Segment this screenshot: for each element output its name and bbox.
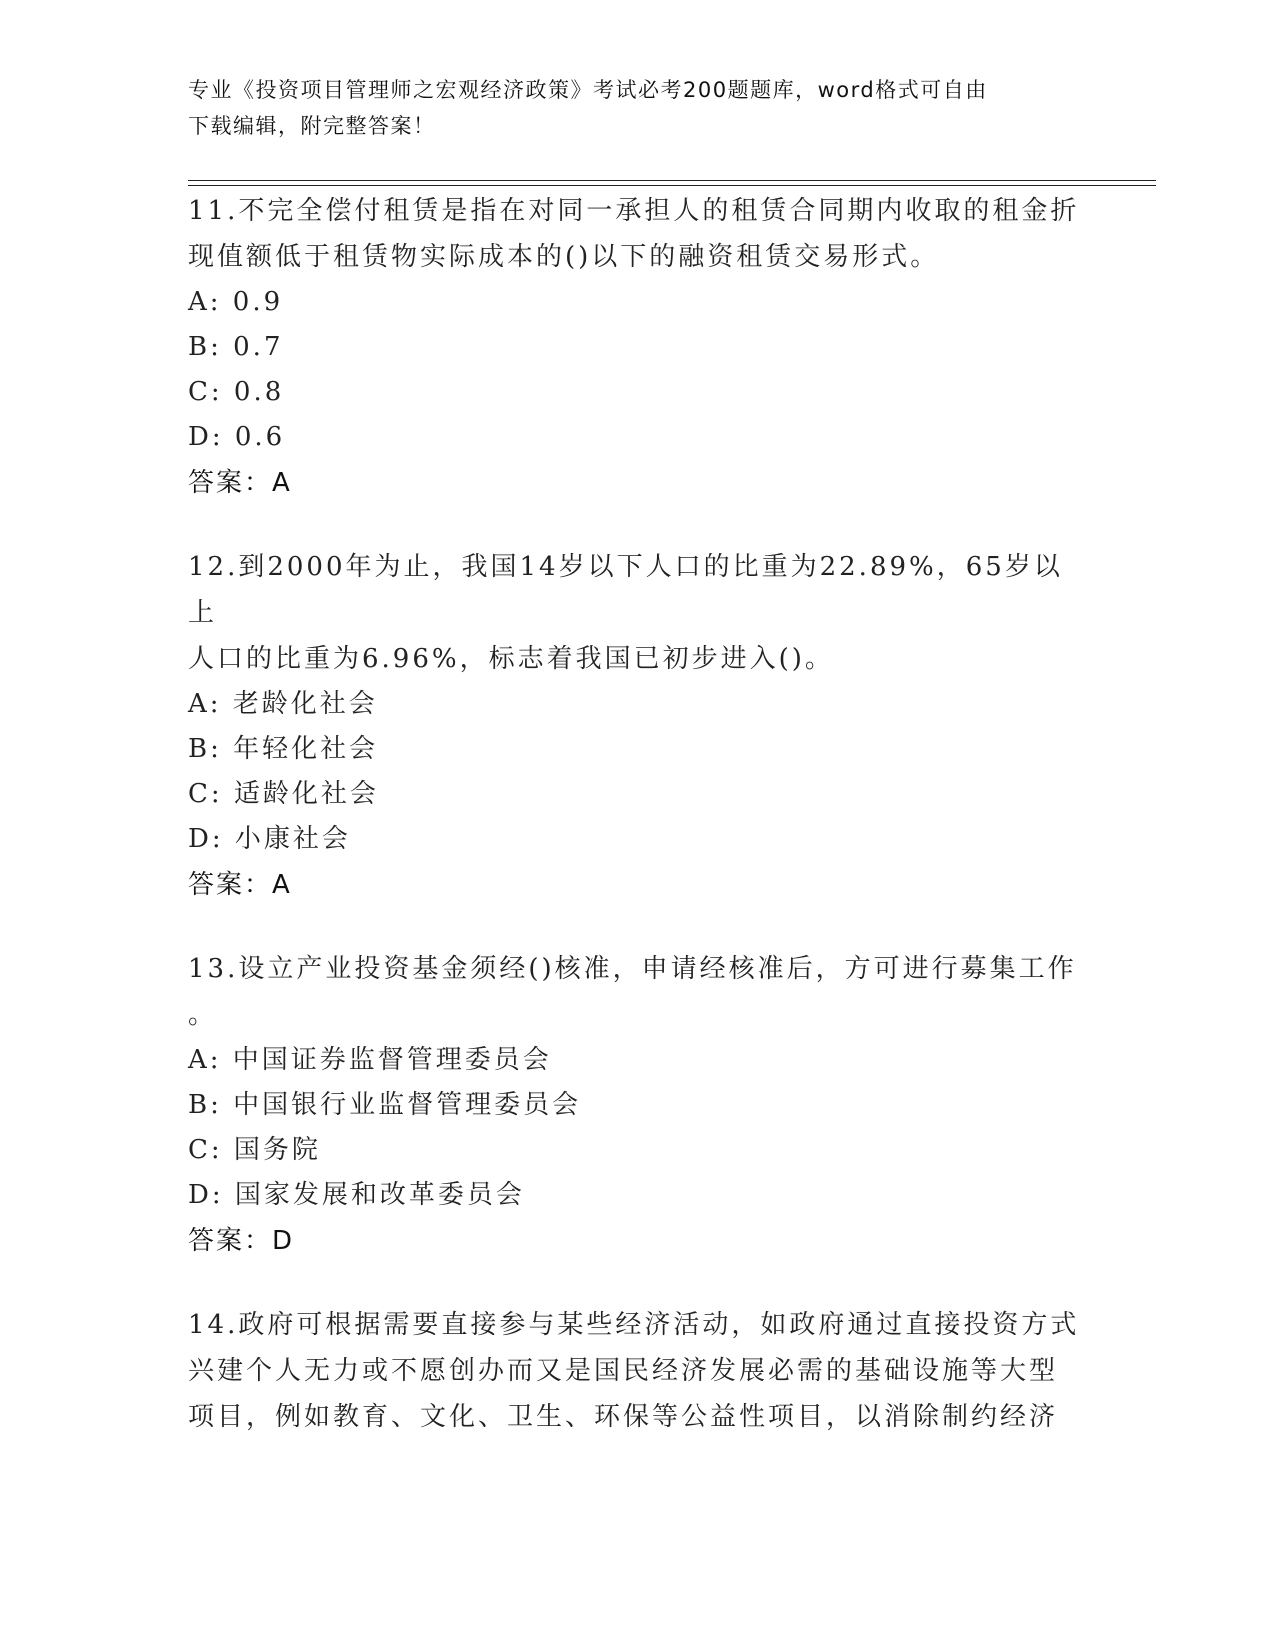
question-stem-line: 人口的比重为6.96%，标志着我国已初步进入()。 — [188, 644, 834, 674]
option-b: B: 0.7 — [188, 332, 284, 362]
header-line-1: 专业《投资项目管理师之宏观经济政策》考试必考200题题库，word格式可自由 — [188, 78, 988, 102]
header-divider-bottom — [188, 185, 1156, 186]
option-d: D: 小康社会 — [188, 824, 351, 854]
answer-line: 答案：D — [188, 1226, 295, 1256]
question-stem-line: 项目，例如教育、文化、卫生、环保等公益性项目，以消除制约经济 — [188, 1402, 1059, 1432]
header-divider-top — [188, 180, 1156, 181]
question-stem-line: 11.不完全偿付租赁是指在对同一承担人的租赁合同期内收取的租金折 — [188, 196, 1080, 226]
question-stem-line: 12.到2000年为止，我国14岁以下人口的比重为22.89%，65岁以上 — [188, 552, 1063, 628]
question-stem-line: 。 — [188, 1000, 218, 1030]
option-a: A: 中国证券监督管理委员会 — [188, 1045, 552, 1075]
question-stem-line: 兴建个人无力或不愿创办而又是国民经济发展必需的基础设施等大型 — [188, 1356, 1059, 1386]
question-14 — [188, 1302, 1088, 1440]
header-line-2: 下载编辑，附完整答案！ — [188, 114, 436, 138]
question-11 — [188, 188, 1088, 506]
option-c: C: 0.8 — [188, 377, 285, 407]
document-header — [188, 72, 1068, 144]
question-list — [188, 188, 1088, 1478]
option-b: B: 中国银行业监督管理委员会 — [188, 1090, 582, 1120]
option-a: A: 老龄化社会 — [188, 689, 378, 719]
question-13 — [188, 946, 1088, 1264]
option-a: A: 0.9 — [188, 287, 284, 317]
option-c: C: 适龄化社会 — [188, 779, 379, 809]
option-d: D: 0.6 — [188, 422, 286, 452]
question-12 — [188, 544, 1088, 908]
option-b: B: 年轻化社会 — [188, 734, 379, 764]
question-stem-line: 13.设立产业投资基金须经()核准，申请经核准后，方可进行募集工作 — [188, 954, 1077, 984]
option-d: D: 国家发展和改革委员会 — [188, 1180, 525, 1210]
option-c: C: 国务院 — [188, 1135, 321, 1165]
question-stem-line: 现值额低于租赁物实际成本的()以下的融资租赁交易形式。 — [188, 242, 940, 272]
answer-line: 答案：A — [188, 468, 292, 498]
question-stem-line: 14.政府可根据需要直接参与某些经济活动，如政府通过直接投资方式 — [188, 1310, 1080, 1340]
answer-line: 答案：A — [188, 870, 292, 900]
